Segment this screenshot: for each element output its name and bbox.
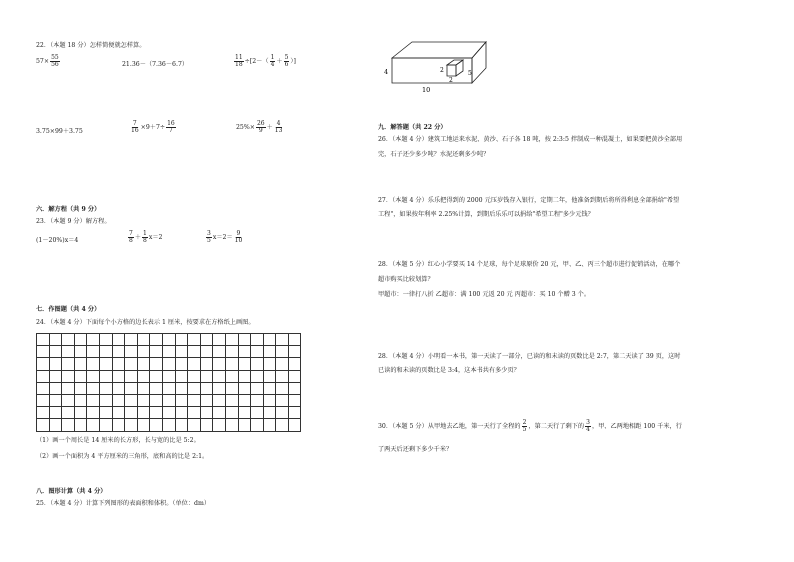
grid-cell xyxy=(276,382,289,394)
grid-cell xyxy=(288,370,301,382)
grid-cell xyxy=(251,407,264,419)
grid-cell xyxy=(99,358,112,370)
q26-line-2: 完，石子还少多少吨？水泥还剩多少吨？ xyxy=(378,151,490,158)
grid-cell xyxy=(175,394,188,406)
grid-cell xyxy=(188,370,201,382)
grid-cell xyxy=(238,407,251,419)
grid-cell xyxy=(188,334,201,346)
grid-cell xyxy=(162,334,175,346)
grid-cell xyxy=(276,346,289,358)
grid-cell xyxy=(288,407,301,419)
fraction: $\frac{26}{9}$ xyxy=(256,120,265,134)
grid-row xyxy=(37,394,301,406)
cuboid-side-face xyxy=(472,42,486,83)
grid-cell xyxy=(62,358,75,370)
grid-cell xyxy=(238,346,251,358)
grid-cell xyxy=(251,358,264,370)
grid-cell xyxy=(276,419,289,431)
grid-cell xyxy=(288,346,301,358)
grid-cell xyxy=(188,358,201,370)
grid-cell xyxy=(200,346,213,358)
grid-cell xyxy=(288,394,301,406)
q30-line-1: 30．（本题 5 分）从甲地去乙地，第一天行了全程的 $\frac{2}{5}$ ，第二天行了剩下的 $\frac{3}{4}$ ，甲、乙两地相距 100 千米，行 xyxy=(378,419,682,433)
grid-cell xyxy=(99,407,112,419)
grid-cell xyxy=(213,419,226,431)
grid-cell xyxy=(137,358,150,370)
grid-row xyxy=(37,407,301,419)
grid-cell xyxy=(125,394,138,406)
grid-cell xyxy=(225,334,238,346)
grid-cell xyxy=(37,394,50,406)
grid-cell xyxy=(263,382,276,394)
grid-cell xyxy=(238,370,251,382)
fraction: $\frac{4}{13}$ xyxy=(274,120,283,134)
section-8-title: 八．图形计算（共 4 分） xyxy=(36,488,107,495)
q22-expr-2: 21.36－（7.36－6.7） xyxy=(122,61,189,68)
hole-front xyxy=(447,65,456,76)
grid-cell xyxy=(162,394,175,406)
grid-cell xyxy=(87,346,100,358)
fraction: $\frac{55}{56}$ xyxy=(51,54,59,68)
grid-cell xyxy=(87,407,100,419)
grid-cell xyxy=(150,346,163,358)
grid-cell xyxy=(49,346,62,358)
grid-cell xyxy=(150,382,163,394)
grid-cell xyxy=(288,358,301,370)
grid-cell xyxy=(62,394,75,406)
grid-cell xyxy=(188,419,201,431)
label-length: 10 xyxy=(422,86,431,94)
q23-expr-3: $\frac{3}{5}$ x＝2＝ $\frac{9}{10}$ xyxy=(207,230,243,244)
grid-cell xyxy=(238,382,251,394)
grid-cell xyxy=(150,370,163,382)
grid-cell xyxy=(175,419,188,431)
grid-cell xyxy=(37,334,50,346)
q28b-line-1: 28．（本题 4 分）小明看一本书，第一天读了一部分，已读的和未读的页数比是 2:7，第二天读了 39 页，这时 xyxy=(378,353,681,360)
q28a-line-3: 甲超市：一律打八折 乙超市：满 100 元返 20 元 丙超市：买 10 个赠 3 个。 xyxy=(378,291,591,298)
grid-cell xyxy=(62,346,75,358)
grid-cell xyxy=(188,407,201,419)
q27-line-1: 27．（本题 4 分）乐乐把得到的 2000 元压岁钱存入银行，定期二年，他准备到期后将所得利息全部捐给"希望 xyxy=(378,197,680,204)
grid-cell xyxy=(200,407,213,419)
grid-cell xyxy=(137,370,150,382)
grid-cell xyxy=(99,370,112,382)
grid-cell xyxy=(137,334,150,346)
grid-cell xyxy=(263,407,276,419)
grid-row xyxy=(37,346,301,358)
grid-cell xyxy=(37,346,50,358)
section-9-title: 九．解答题（共 22 分） xyxy=(378,124,447,131)
grid-cell xyxy=(99,334,112,346)
grid-cell xyxy=(150,334,163,346)
grid-cell xyxy=(137,419,150,431)
fraction: $\frac{3}{4}$ xyxy=(586,419,590,433)
grid-cell xyxy=(99,346,112,358)
grid-cell xyxy=(37,382,50,394)
label-hole-height: 2 xyxy=(440,67,444,74)
q24-part-2: （2）画一个面积为 4 平方厘米的三角形，底和高的比是 2:1。 xyxy=(36,453,209,460)
fraction: $\frac{5}{6}$ xyxy=(284,54,289,68)
grid-cell xyxy=(37,407,50,419)
q25-title: 25．（本题 4 分）计算下列图形的表面积和体积。（单位：dm） xyxy=(36,500,211,507)
grid-cell xyxy=(49,382,62,394)
grid-cell xyxy=(251,370,264,382)
cuboid-top-face xyxy=(392,42,486,58)
grid-cell xyxy=(74,382,87,394)
grid-cell xyxy=(225,358,238,370)
grid-cell xyxy=(162,370,175,382)
section-7-title: 七．作图题（共 4 分） xyxy=(36,306,101,313)
grid-cell xyxy=(62,419,75,431)
grid-cell xyxy=(87,358,100,370)
grid-cell xyxy=(125,370,138,382)
grid-cell xyxy=(112,370,125,382)
grid-cell xyxy=(74,407,87,419)
grid-cell xyxy=(276,370,289,382)
grid-cell xyxy=(62,334,75,346)
grid-cell xyxy=(74,358,87,370)
grid-cell xyxy=(288,382,301,394)
grid-cell xyxy=(125,382,138,394)
grid-cell xyxy=(251,382,264,394)
grid-cell xyxy=(276,407,289,419)
grid-cell xyxy=(276,394,289,406)
grid-cell xyxy=(37,370,50,382)
grid-cell xyxy=(74,334,87,346)
grid-cell xyxy=(213,346,226,358)
grid-cell xyxy=(200,334,213,346)
grid-cell xyxy=(251,419,264,431)
grid-cell xyxy=(49,394,62,406)
grid-cell xyxy=(99,382,112,394)
grid-cell xyxy=(200,419,213,431)
grid-cell xyxy=(200,394,213,406)
grid-cell xyxy=(137,394,150,406)
q22-expr-4: 3.75×99＋3.75 xyxy=(36,128,83,135)
grid-cell xyxy=(251,334,264,346)
grid-cell xyxy=(238,334,251,346)
grid-cell xyxy=(125,419,138,431)
q28b-line-2: 已读的和未读的页数比是 3:4，这本书共有多少页？ xyxy=(378,367,520,374)
grid-cell xyxy=(263,370,276,382)
grid-cell xyxy=(49,407,62,419)
q22-title: 22．（本题 18 分）怎样简便就怎样算。 xyxy=(36,42,146,49)
q22-expr-5: $\frac{7}{16}$ ×9＋7÷ $\frac{16}{7}$ xyxy=(131,120,175,134)
grid-cell xyxy=(251,394,264,406)
grid-cell xyxy=(87,419,100,431)
grid-cell xyxy=(225,394,238,406)
grid-cell xyxy=(213,407,226,419)
grid-cell xyxy=(150,419,163,431)
grid-cell xyxy=(225,407,238,419)
grid-cell xyxy=(37,419,50,431)
grid-cell xyxy=(112,358,125,370)
grid-cell xyxy=(137,407,150,419)
grid-cell xyxy=(175,346,188,358)
cuboid-figure xyxy=(384,38,494,98)
grid-cell xyxy=(137,382,150,394)
hole-side xyxy=(456,60,463,76)
q22-expr-1 xyxy=(36,55,61,68)
grid-cell xyxy=(49,370,62,382)
fraction: $\frac{11}{18}$ xyxy=(235,54,243,68)
q23-title: 23．（本题 9 分）解方程。 xyxy=(36,218,111,225)
q27-line-2: 工程"，如果按年利率 2.25%计算，到期后乐乐可以捐给"希望工程"多少元钱？ xyxy=(378,211,594,218)
grid-cell xyxy=(112,334,125,346)
grid-cell xyxy=(213,382,226,394)
grid-cell xyxy=(276,334,289,346)
grid-paper xyxy=(36,333,301,432)
grid-cell xyxy=(225,419,238,431)
grid-cell xyxy=(188,346,201,358)
grid-cell xyxy=(74,394,87,406)
q24-title: 24．（本题 4 分）下面每个小方格的边长表示 1 厘米，按要求在方格纸上画图。 xyxy=(36,319,255,326)
grid-cell xyxy=(162,358,175,370)
grid-cell xyxy=(49,419,62,431)
grid-cell xyxy=(87,394,100,406)
q30-line-2: 了两天后还剩下多少千米？ xyxy=(378,446,453,453)
grid-cell xyxy=(175,334,188,346)
grid-cell xyxy=(188,394,201,406)
grid-cell xyxy=(74,346,87,358)
grid-row xyxy=(37,358,301,370)
grid-cell xyxy=(225,382,238,394)
grid-cell xyxy=(99,394,112,406)
label-height: 4 xyxy=(384,68,389,76)
grid-cell xyxy=(188,382,201,394)
grid-cell xyxy=(150,394,163,406)
grid-cell xyxy=(112,382,125,394)
grid-cell xyxy=(175,382,188,394)
grid-cell xyxy=(112,407,125,419)
grid-cell xyxy=(213,370,226,382)
fraction: $\frac{1}{8}$ xyxy=(143,230,147,244)
grid-cell xyxy=(87,382,100,394)
grid-cell xyxy=(125,358,138,370)
grid-cell xyxy=(87,334,100,346)
grid-row xyxy=(37,382,301,394)
grid-cell xyxy=(276,358,289,370)
q23-expr-2: $\frac{7}{8}$ ＋ $\frac{1}{8}$ x＝2 xyxy=(129,230,163,244)
grid-cell xyxy=(175,358,188,370)
fraction: $\frac{16}{7}$ xyxy=(167,120,175,134)
grid-cell xyxy=(238,394,251,406)
fraction: $\frac{7}{16}$ xyxy=(131,120,139,134)
grid-cell xyxy=(213,358,226,370)
grid-cell xyxy=(225,346,238,358)
grid-cell xyxy=(238,419,251,431)
grid-cell xyxy=(263,394,276,406)
q22-e1-pre: 57× xyxy=(36,58,50,65)
section-6-title: 六．解方程（共 9 分） xyxy=(36,206,101,213)
grid-row xyxy=(37,370,301,382)
grid-cell xyxy=(37,358,50,370)
fraction: $\frac{1}{4}$ xyxy=(270,54,275,68)
q28a-line-2: 超市购买比较划算？ xyxy=(378,276,434,283)
grid-cell xyxy=(62,407,75,419)
grid-cell xyxy=(213,334,226,346)
grid-cell xyxy=(112,419,125,431)
grid-cell xyxy=(162,382,175,394)
hole-top xyxy=(447,60,463,65)
grid-cell xyxy=(238,358,251,370)
grid-cell xyxy=(288,334,301,346)
grid-cell xyxy=(200,370,213,382)
grid-cell xyxy=(112,346,125,358)
q24-part-1: （1）画一个周长是 14 厘米的长方形，长与宽的比是 5:2。 xyxy=(36,437,200,444)
grid-cell xyxy=(200,358,213,370)
grid-cell xyxy=(263,334,276,346)
grid-cell xyxy=(74,370,87,382)
grid-row xyxy=(37,419,301,431)
grid-cell xyxy=(200,382,213,394)
grid-cell xyxy=(225,370,238,382)
grid-cell xyxy=(263,419,276,431)
grid-cell xyxy=(263,358,276,370)
grid-cell xyxy=(150,407,163,419)
q23-expr-1: (1－20%)x＝4 xyxy=(36,237,79,244)
grid-cell xyxy=(74,419,87,431)
grid-cell xyxy=(175,407,188,419)
grid-cell xyxy=(162,407,175,419)
q28a-line-1: 28．（本题 5 分）红心小学要买 14 个足球，每个足球原价 20 元，甲、乙、丙三个超市进行促销活动，在哪个 xyxy=(378,261,681,268)
grid-row xyxy=(37,334,301,346)
label-hole-width: 2 xyxy=(449,77,453,84)
grid-cell xyxy=(162,346,175,358)
q22-expr-6: 25%× $\frac{26}{9}$ ＋ $\frac{4}{13}$ xyxy=(236,120,283,134)
grid-cell xyxy=(49,358,62,370)
grid-cell xyxy=(62,370,75,382)
grid-cell xyxy=(251,346,264,358)
fraction: $\frac{3}{5}$ xyxy=(207,230,211,244)
grid-cell xyxy=(49,334,62,346)
q22-expr-3: $\frac{11}{18}$ ÷[2－（ $\frac{1}{4}$ ＋ $\frac{5}{6}$ ）] xyxy=(235,54,296,68)
fraction: $\frac{9}{10}$ xyxy=(234,230,243,244)
grid-cell xyxy=(162,419,175,431)
grid-cell xyxy=(87,370,100,382)
grid-cell xyxy=(137,346,150,358)
grid-cell xyxy=(125,407,138,419)
grid-cell xyxy=(150,358,163,370)
grid-cell xyxy=(62,382,75,394)
grid-cell xyxy=(263,346,276,358)
grid-cell xyxy=(125,346,138,358)
grid-cell xyxy=(99,419,112,431)
label-hole-depth: 5 xyxy=(468,70,472,77)
fraction: $\frac{7}{8}$ xyxy=(129,230,133,244)
grid-cell xyxy=(112,394,125,406)
fraction: $\frac{2}{5}$ xyxy=(522,419,527,433)
grid-cell xyxy=(288,419,301,431)
q26-line-1: 26．（本题 4 分）建筑工地运来水泥、黄沙、石子各 18 吨，按 2:3:5 拌制成一种混凝土，如果要把黄沙全部用 xyxy=(378,136,683,143)
grid-cell xyxy=(175,370,188,382)
grid-cell xyxy=(125,334,138,346)
grid-cell xyxy=(213,394,226,406)
